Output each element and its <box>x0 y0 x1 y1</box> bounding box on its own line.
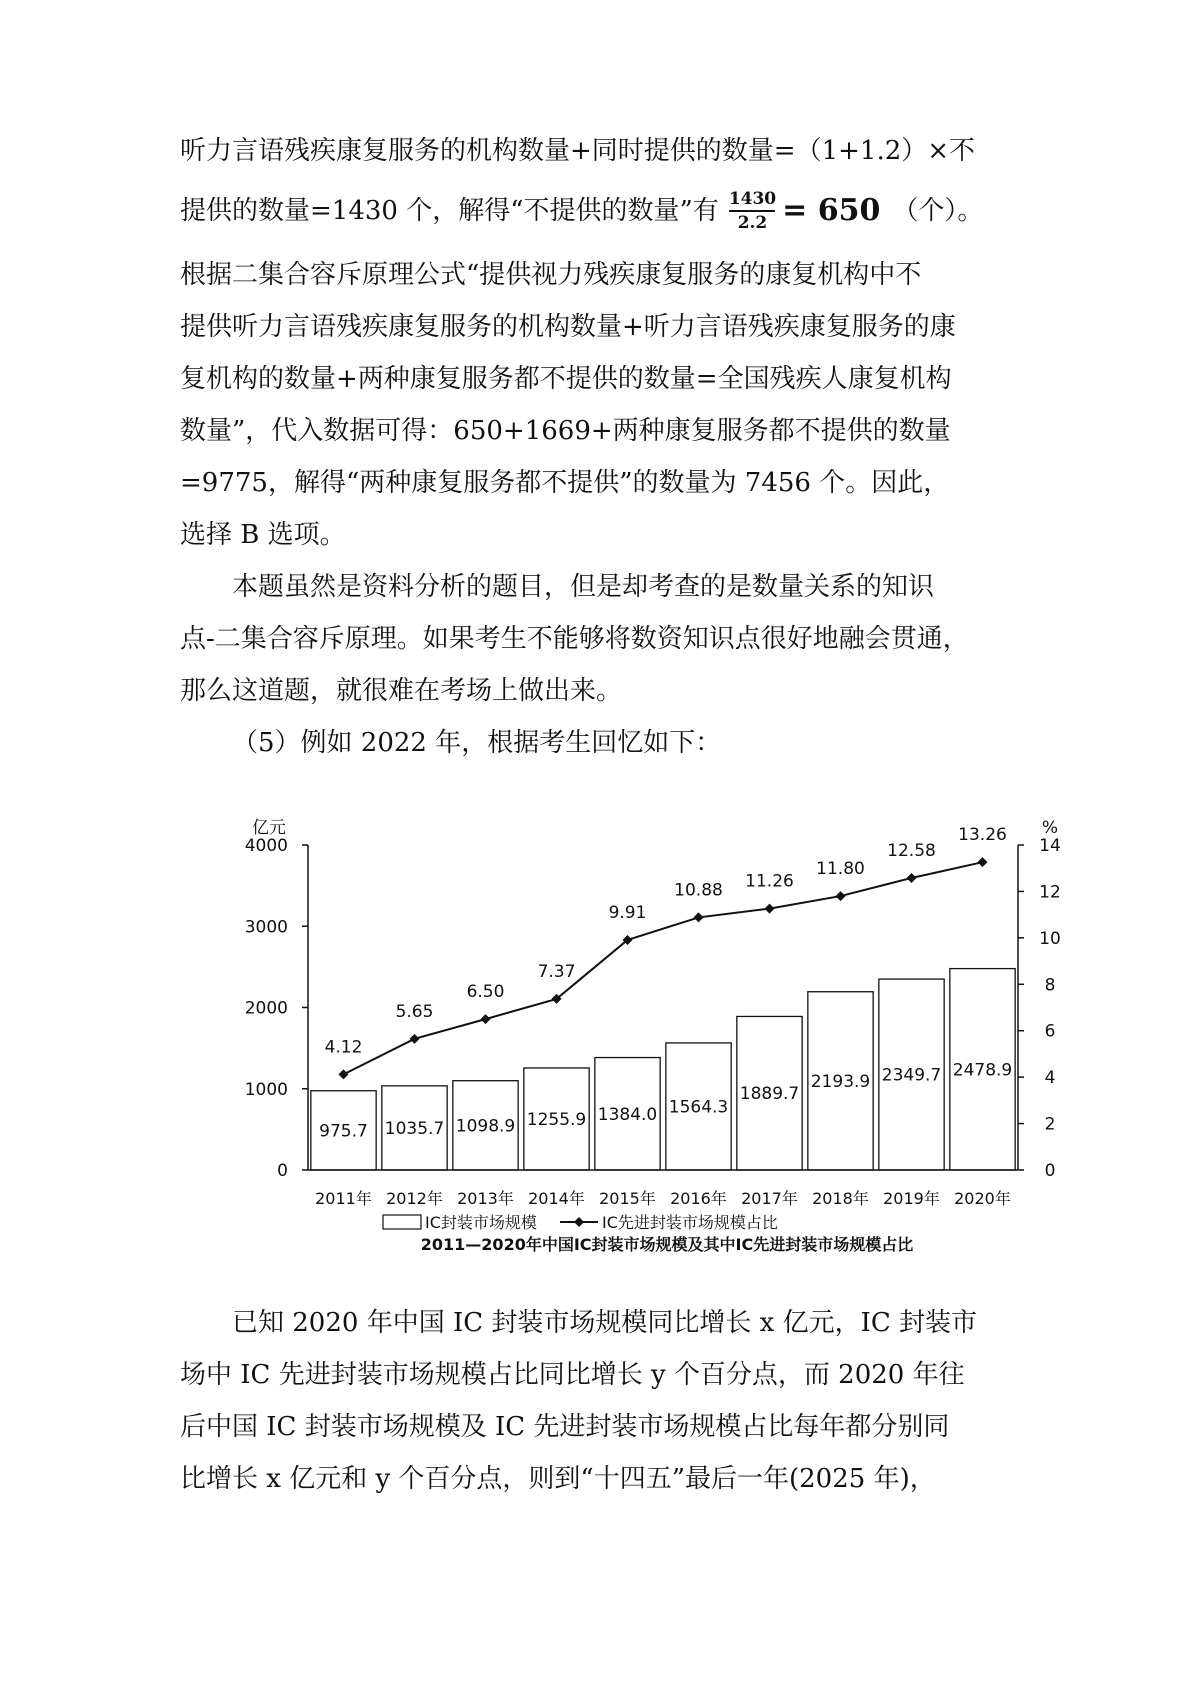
line-point-marker <box>481 1014 491 1024</box>
right-tick-label: 12 <box>1039 882 1061 903</box>
chart-title: 2011—2020年中国IC封装市场规模及其中IC先进封装市场规模占比 <box>420 1235 914 1254</box>
line-value-label: 13.26 <box>958 825 1007 846</box>
bar-value-label: 1564.3 <box>668 1097 729 1118</box>
paragraph-line: 点-二集合容斥原理。如果考生不能够将数资知识点很好地融会贯通， <box>180 624 969 654</box>
x-tick-label: 2016年 <box>670 1189 727 1208</box>
paragraph-line: 根据二集合容斥原理公式“提供视力残疾康复服务的康复机构中不 <box>180 260 922 290</box>
example-heading: （5）例如 2022 年，根据考生回忆如下： <box>232 728 722 758</box>
paragraph-line: 数量”，代入数据可得：650+1669+两种康复服务都不提供的数量 <box>180 416 951 446</box>
line-value-label: 11.80 <box>816 859 865 880</box>
fraction <box>729 189 776 233</box>
left-tick-label: 2000 <box>244 998 288 1019</box>
bar-value-label: 975.7 <box>319 1121 368 1142</box>
x-tick-label: 2018年 <box>812 1189 869 1208</box>
paragraph-line: 选择 B 选项。 <box>180 520 346 550</box>
legend-line-label: IC先进封装市场规模占比 <box>602 1213 778 1232</box>
right-tick-label: 0 <box>1044 1161 1056 1181</box>
line-value-label: 12.58 <box>887 840 936 861</box>
line-value-label: 11.26 <box>745 871 794 892</box>
text-before-fraction: 提供的数量=1430 个，解得“不提供的数量”有 <box>180 196 719 226</box>
right-tick-label: 2 <box>1044 1114 1056 1135</box>
left-tick-label: 4000 <box>244 836 288 856</box>
paragraph-line: 复机构的数量+两种康复服务都不提供的数量=全国残疾人康复机构 <box>180 364 952 394</box>
legend-bar-swatch <box>383 1215 421 1229</box>
paragraph-line: =9775，解得“两种康复服务都不提供”的数量为 7456 个。因此， <box>180 468 950 498</box>
fraction-numerator: 1430 <box>728 189 777 209</box>
bar-value-label: 2478.9 <box>952 1060 1013 1081</box>
bar-value-label: 2193.9 <box>810 1071 871 1092</box>
ic-packaging-chart <box>228 810 1078 1280</box>
line-value-label: 10.88 <box>674 880 723 901</box>
line-point-marker <box>339 1069 349 1079</box>
paragraph-line: 听力言语残疾康复服务的机构数量+同时提供的数量=（1+1.2）×不 <box>180 136 976 166</box>
line-point-marker <box>765 904 775 914</box>
x-tick-label: 2012年 <box>386 1189 443 1208</box>
line-point-marker <box>836 891 846 901</box>
left-tick-label: 1000 <box>244 1079 288 1100</box>
legend-bar-label: IC封装市场规模 <box>425 1213 537 1232</box>
x-tick-label: 2013年 <box>457 1189 514 1208</box>
paragraph-line: 后中国 IC 封装市场规模及 IC 先进封装市场规模占比每年都分别同 <box>180 1412 950 1442</box>
legend-line-marker <box>574 1217 584 1227</box>
paragraph-line: 比增长 x 亿元和 y 个百分点，则到“十四五”最后一年(2025 年)， <box>180 1464 936 1494</box>
fraction-denominator: 2.2 <box>737 213 768 233</box>
bar-value-label: 1255.9 <box>526 1109 587 1130</box>
x-tick-label: 2011年 <box>315 1189 372 1208</box>
left-tick-label: 3000 <box>244 917 288 938</box>
bar-value-label: 1384.0 <box>597 1104 658 1125</box>
bar-value-label: 1889.7 <box>739 1084 800 1105</box>
right-tick-label: 14 <box>1039 836 1061 856</box>
right-tick-label: 8 <box>1044 975 1056 996</box>
left-axis-unit: 亿元 <box>252 818 286 838</box>
right-tick-label: 6 <box>1044 1021 1056 1042</box>
bar-value-label: 1035.7 <box>384 1118 445 1139</box>
line-point-marker <box>907 873 917 883</box>
left-tick-label: 0 <box>277 1161 288 1181</box>
line-value-label: 7.37 <box>537 961 576 982</box>
line-value-label: 5.65 <box>395 1001 434 1022</box>
bar-value-label: 1098.9 <box>455 1116 516 1137</box>
x-tick-label: 2014年 <box>528 1189 585 1208</box>
paragraph-line-with-fraction <box>180 186 983 236</box>
right-axis-unit: % <box>1041 818 1059 838</box>
line-value-label: 6.50 <box>466 982 505 1003</box>
line-value-label: 4.12 <box>324 1037 363 1058</box>
fraction-bar <box>729 210 775 212</box>
bar-value-label: 2349.7 <box>881 1065 942 1086</box>
x-tick-label: 2019年 <box>883 1189 940 1208</box>
x-tick-label: 2015年 <box>599 1189 656 1208</box>
paragraph-line: 提供听力言语残疾康复服务的机构数量+听力言语残疾康复服务的康 <box>180 312 956 342</box>
right-tick-label: 10 <box>1039 928 1061 949</box>
paragraph-line: 已知 2020 年中国 IC 封装市场规模同比增长 x 亿元，IC 封装市 <box>232 1308 978 1338</box>
line-point-marker <box>694 912 704 922</box>
line-point-marker <box>410 1034 420 1044</box>
line-point-marker <box>978 857 988 867</box>
paragraph-line: 场中 IC 先进封装市场规模占比同比增长 y 个百分点，而 2020 年往 <box>180 1360 965 1390</box>
line-value-label: 9.91 <box>608 902 647 923</box>
fraction-result: = 650 <box>782 193 881 228</box>
paragraph-line: 那么这道题，就很难在考场上做出来。 <box>180 676 623 706</box>
x-tick-label: 2020年 <box>954 1189 1011 1208</box>
paragraph-line: 本题虽然是资料分析的题目，但是却考查的是数量关系的知识 <box>232 572 935 602</box>
x-tick-label: 2017年 <box>741 1189 798 1208</box>
right-tick-label: 4 <box>1044 1068 1056 1089</box>
text-after-fraction: （个）。 <box>892 196 984 226</box>
